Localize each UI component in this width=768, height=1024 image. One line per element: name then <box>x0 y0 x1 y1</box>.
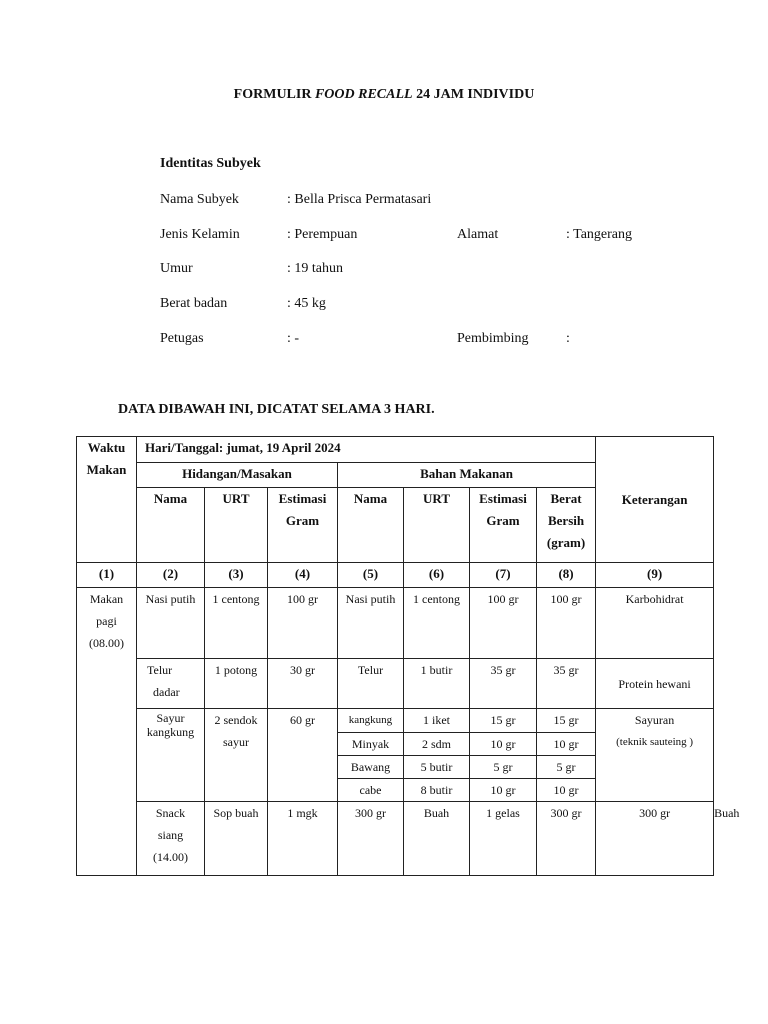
cell-nama-bahan: kangkung <box>338 709 404 733</box>
cell-nama: Sop buah <box>205 802 268 876</box>
header-nama: Nama <box>137 488 205 563</box>
identity-label: Nama Subyek <box>160 192 239 207</box>
identity-value: : Perempuan <box>287 227 358 242</box>
header-estimasi-gram <box>268 488 338 563</box>
cell-estimasi-bahan: 100 gr <box>470 588 537 659</box>
cell-nama-bahan: Telur <box>338 659 404 709</box>
header-waktu-makan <box>77 437 137 563</box>
cell-urt-bahan: 1 centong <box>404 588 470 659</box>
cell-berat-bersih: 35 gr <box>537 659 596 709</box>
cell-urt <box>205 709 268 802</box>
table-row <box>77 588 714 659</box>
identity-row-umur <box>160 261 680 281</box>
table-row <box>77 709 714 733</box>
cell-nama: Nasi putih <box>137 588 205 659</box>
identity-row-berat-badan <box>160 296 680 316</box>
cell-urt-bahan: 1 butir <box>404 659 470 709</box>
identity-row-jenis-kelamin <box>160 227 680 247</box>
header-berat-line2: Bersih <box>547 513 585 528</box>
identity-value: : 19 tahun <box>287 261 343 276</box>
cell-urt: 1 centong <box>205 588 268 659</box>
column-number: (4) <box>268 563 338 588</box>
waktu-line: Snack <box>155 806 186 820</box>
cell-estimasi: 100 gr <box>268 588 338 659</box>
header-estimasi-bahan-line2: Gram <box>486 513 520 528</box>
cell-estimasi-bahan: 35 gr <box>470 659 537 709</box>
header-date: Hari/Tanggal: jumat, 19 April 2024 <box>137 437 596 463</box>
cell-estimasi: 30 gr <box>268 659 338 709</box>
identity-value: : 45 kg <box>287 296 326 311</box>
header-keterangan <box>596 437 714 563</box>
identity-label: Berat badan <box>160 296 228 311</box>
waktu-line: siang <box>157 828 184 842</box>
column-number: (6) <box>404 563 470 588</box>
cell-estimasi-bahan: 5 gr <box>470 756 537 779</box>
column-number: (9) <box>596 563 714 588</box>
identity-heading: Identitas Subyek <box>160 156 261 171</box>
identity-label: Jenis Kelamin <box>160 227 240 242</box>
cell-estimasi: 60 gr <box>268 709 338 802</box>
cell-nama-line: dadar <box>153 685 180 699</box>
column-number: (5) <box>338 563 404 588</box>
identity-row-petugas <box>160 331 680 351</box>
cell-estimasi-bahan: 10 gr <box>470 733 537 756</box>
table-row: Snack siang (14.00) Sop buah 1 mgk 300 gr Buah 1 gelas 300 gr 300 gr Buah <box>77 802 714 876</box>
waktu-snack-siang <box>137 802 205 876</box>
waktu-line: (14.00) <box>153 850 188 864</box>
cell-keterangan: Protein hewani <box>596 659 714 709</box>
column-number: (8) <box>537 563 596 588</box>
cell-nama-bahan: Nasi putih <box>338 588 404 659</box>
header-nama-bahan: Nama <box>338 488 404 563</box>
waktu-makan-pagi <box>77 588 137 876</box>
cell-urt-bahan: 2 sdm <box>404 733 470 756</box>
cell-nama-bahan: Minyak <box>338 733 404 756</box>
header-berat-line3: (gram) <box>546 535 586 550</box>
header-estimasi-line1: Estimasi <box>278 491 327 506</box>
identity-value: : Tangerang <box>566 227 633 242</box>
table-row <box>77 659 714 709</box>
identity-label: Alamat <box>457 227 499 242</box>
identity-value: : - <box>287 331 300 346</box>
cell-urt: 1 mgk <box>268 802 338 876</box>
waktu-line: (08.00) <box>89 636 124 650</box>
cell-nama-bahan: Bawang <box>338 756 404 779</box>
cell-estimasi-bahan: 15 gr <box>470 709 537 733</box>
cell-keterangan <box>596 709 714 802</box>
identity-label: Pembimbing <box>457 331 529 346</box>
waktu-line: pagi <box>96 614 117 628</box>
header-waktu-line1: Waktu <box>87 440 126 455</box>
header-bahan-makanan: Bahan Makanan <box>338 463 596 488</box>
cell-berat-bersih: 100 gr <box>537 588 596 659</box>
cell-keterangan: Karbohidrat <box>596 588 714 659</box>
form-title <box>0 87 768 103</box>
header-estimasi-gram-bahan <box>470 488 537 563</box>
cell-keterangan-line: Sayuran <box>634 713 675 727</box>
cell-berat-bersih: 5 gr <box>537 756 596 779</box>
cell-urt-bahan: 1 gelas <box>470 802 537 876</box>
header-estimasi-bahan-line1: Estimasi <box>479 491 527 506</box>
cell-urt-bahan: 8 butir <box>404 779 470 802</box>
cell-urt-line: sayur <box>223 735 249 749</box>
cell-nama-bahan: Buah <box>404 802 470 876</box>
header-estimasi-line2: Gram <box>285 513 320 528</box>
header-berat-line1: Berat <box>550 491 582 506</box>
cell-urt-bahan: 5 butir <box>404 756 470 779</box>
title-suffix: 24 JAM INDIVIDU <box>412 87 535 102</box>
cell-nama-line: Sayur <box>156 711 185 725</box>
identity-label: Petugas <box>160 331 204 346</box>
cell-berat-bersih: 15 gr <box>537 709 596 733</box>
cell-nama-line: kangkung <box>146 725 195 739</box>
cell-estimasi: 300 gr <box>338 802 404 876</box>
cell-berat-bersih: 10 gr <box>537 733 596 756</box>
section-heading: DATA DIBAWAH INI, DICATAT SELAMA 3 HARI. <box>118 402 435 417</box>
identity-label: Umur <box>160 261 193 276</box>
cell-berat-bersih: 300 gr <box>596 802 714 876</box>
cell-urt-line: 2 sendok <box>214 713 258 727</box>
cell-urt: 1 potong <box>205 659 268 709</box>
cell-urt-bahan: 1 iket <box>404 709 470 733</box>
title-prefix: FORMULIR <box>233 87 315 102</box>
food-recall-table <box>76 436 740 876</box>
header-urt-bahan: URT <box>404 488 470 563</box>
column-number: (7) <box>470 563 537 588</box>
column-number: (1) <box>77 563 137 588</box>
header-waktu-line2: Makan <box>86 462 127 477</box>
cell-nama <box>137 659 205 709</box>
title-emphasis: FOOD RECALL <box>314 87 413 102</box>
identity-row-nama <box>160 192 680 212</box>
cell-nama-bahan: cabe <box>338 779 404 802</box>
cell-berat-bersih: 10 gr <box>537 779 596 802</box>
header-hidangan-masakan: Hidangan/Masakan <box>137 463 338 488</box>
header-keterangan-label: Keterangan <box>621 491 688 507</box>
header-urt: URT <box>205 488 268 563</box>
column-number: (3) <box>205 563 268 588</box>
identity-value: : <box>566 331 570 346</box>
cell-nama <box>137 709 205 802</box>
header-berat-bersih <box>537 488 596 563</box>
cell-estimasi-bahan: 10 gr <box>470 779 537 802</box>
cell-keterangan-line: (teknik sauteing ) <box>616 736 694 748</box>
cell-estimasi-bahan: 300 gr <box>537 802 596 876</box>
column-number: (2) <box>137 563 205 588</box>
cell-nama-line: Telur <box>147 663 173 677</box>
identity-value: : Bella Prisca Permatasari <box>287 192 432 207</box>
waktu-line: Makan <box>89 592 124 606</box>
